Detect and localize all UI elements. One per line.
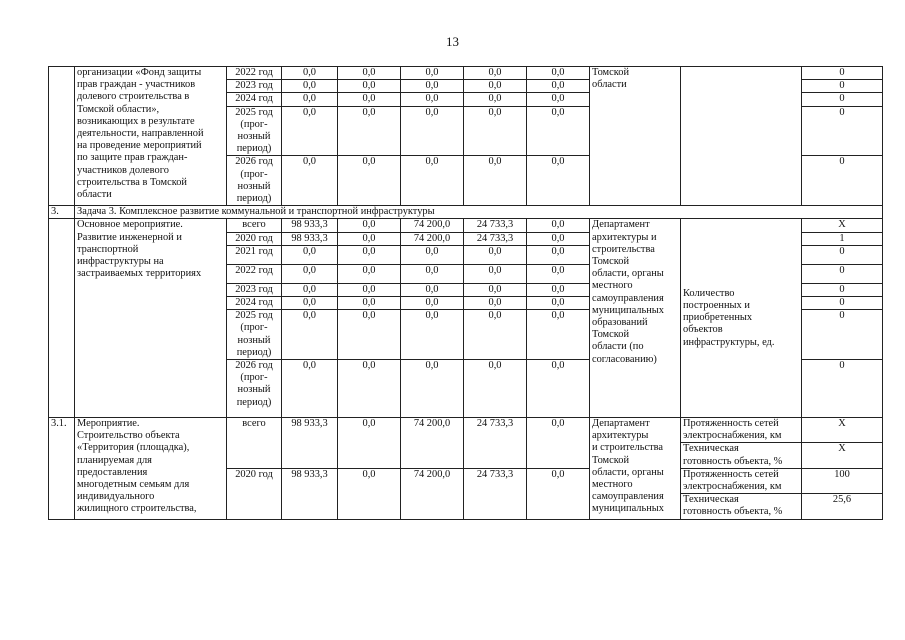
indicator-value-cell: 1 [802,232,883,245]
value-cell: 0,0 [464,245,527,264]
value-cell: 0,0 [338,297,401,310]
indicator-value-cell: Х [802,443,883,468]
value-cell: 0,0 [401,264,464,283]
value-cell: 0,0 [338,310,401,360]
value-cell: 0,0 [527,468,590,519]
text-line: строительства в Томской [77,176,187,188]
value-cell: 0,0 [338,156,401,206]
text-line: 2026 год [235,360,273,372]
task-number: 3. [49,206,75,219]
year-cell: 2023 год [227,283,282,296]
activity-name-cell [75,67,227,206]
value-cell: 24 733,3 [464,219,527,232]
value-cell: 0,0 [401,283,464,296]
row-number-cell: 3.1. [49,418,75,520]
indicator-value-cell: Х [802,219,883,232]
executor-cell [590,219,681,418]
text-line: индивидуального [77,491,155,503]
value-cell: 0,0 [338,283,401,296]
text-line: области [592,79,627,91]
text-line: Количество [683,287,735,299]
value-cell: 0,0 [338,264,401,283]
indicator-name-cell [681,468,802,493]
value-cell: 0,0 [401,360,464,418]
text-line: области, органы [592,268,664,280]
text-line: долевого строительства в [77,91,190,103]
text-line: Протяженность сетей [683,468,779,480]
year-cell [227,106,282,156]
value-cell: 0,0 [527,80,590,93]
text-line: Департамент [592,219,650,231]
value-cell: 74 200,0 [401,418,464,469]
year-cell: 2024 год [227,297,282,310]
text-line: Протяженность сетей [683,418,779,430]
text-line: Томской [592,67,630,78]
value-cell: 0,0 [282,360,338,418]
text-line: инфраструктуры на [77,256,164,268]
text-line: Мероприятие. [77,418,140,430]
text-line: (прог- [240,322,268,334]
page-number: 13 [446,34,459,49]
table-row [49,219,883,232]
value-cell: 0,0 [282,297,338,310]
text-line: жилищного строительства, [77,503,197,515]
text-line: инфраструктуры, ед. [683,336,775,348]
text-line: возникающих в результате [77,115,195,127]
table-row [49,67,883,80]
text-line: местного [592,280,633,292]
text-line: период) [236,193,272,205]
value-cell: 0,0 [282,245,338,264]
value-cell: 0,0 [527,156,590,206]
indicator-value-cell: 25,6 [802,494,883,519]
value-cell: 0,0 [401,310,464,360]
value-cell: 0,0 [464,297,527,310]
text-line: прав граждан - участников [77,79,196,91]
value-cell: 0,0 [401,156,464,206]
table-row [49,418,883,443]
text-line: период) [236,346,272,358]
value-cell: 0,0 [338,245,401,264]
value-cell: 0,0 [464,264,527,283]
text-line: Техническая [683,443,739,455]
value-cell: 24 733,3 [464,418,527,469]
executor-cell [590,418,681,520]
indicator-value-cell: 0 [802,264,883,283]
value-cell: 0,0 [282,156,338,206]
value-cell: 0,0 [464,93,527,106]
value-cell: 0,0 [338,219,401,232]
indicator-value-cell: 0 [802,67,883,80]
text-line: нозный [237,180,271,192]
text-line: области (по [592,341,644,353]
year-cell: всего [227,219,282,232]
value-cell: 0,0 [527,106,590,156]
value-cell: 0,0 [401,245,464,264]
indicator-value-cell: Х [802,418,883,443]
value-cell: 0,0 [282,264,338,283]
text-line: области [77,189,112,201]
task-header-row [49,206,883,219]
value-cell: 0,0 [527,310,590,360]
year-cell: 2020 год [227,468,282,519]
value-cell: 74 200,0 [401,219,464,232]
text-line: на проведение мероприятий [77,140,202,152]
text-line: готовность объекта, % [683,506,783,518]
value-cell: 0,0 [527,264,590,283]
activity-name-cell [75,418,227,520]
text-line: Томской [592,329,630,341]
text-line: нозный [237,131,271,143]
text-line: архитектуры [592,430,649,442]
value-cell: 0,0 [464,283,527,296]
text-line: участников долевого [77,164,169,176]
value-cell: 98 933,3 [282,219,338,232]
text-line: (прог- [240,372,268,384]
value-cell: 0,0 [527,93,590,106]
text-line: планируемая для [77,454,152,466]
text-line: 2026 год [235,156,273,168]
value-cell: 0,0 [527,283,590,296]
text-line: местного [592,479,633,491]
text-line: построенных и [683,299,750,311]
text-line: многодетным семьям для [77,479,190,491]
value-cell: 0,0 [338,80,401,93]
indicator-value-cell: 0 [802,156,883,206]
text-line: «Территория (площадка), [77,442,190,454]
text-line: приобретенных [683,312,753,324]
value-cell: 0,0 [338,67,401,80]
value-cell: 0,0 [464,106,527,156]
value-cell: 0,0 [464,360,527,418]
indicator-value-cell: 0 [802,245,883,264]
value-cell: 98 933,3 [282,232,338,245]
value-cell: 0,0 [338,106,401,156]
value-cell: 0,0 [464,67,527,80]
value-cell: 0,0 [401,67,464,80]
value-cell: 0,0 [282,80,338,93]
row-number-cell [49,67,75,206]
indicator-name-cell [681,494,802,519]
indicator-name-cell [681,418,802,443]
year-cell [227,360,282,418]
text-line: строительства [592,243,655,255]
activity-name-cell [75,219,227,418]
text-line: (прог- [240,168,268,180]
value-cell: 0,0 [464,156,527,206]
value-cell: 0,0 [282,310,338,360]
value-cell: 74 200,0 [401,232,464,245]
text-line: транспортной [77,243,139,255]
value-cell: 0,0 [282,106,338,156]
text-line: Техническая [683,494,739,506]
value-cell: 0,0 [338,418,401,469]
text-line: самоуправления [592,491,664,503]
text-line: по защите прав граждан- [77,152,188,164]
year-cell [227,310,282,360]
value-cell: 98 933,3 [282,468,338,519]
indicator-value-cell: 0 [802,80,883,93]
text-line: объектов [683,324,723,336]
value-cell: 0,0 [527,418,590,469]
indicator-value-cell: 0 [802,297,883,310]
value-cell: 0,0 [338,232,401,245]
value-cell: 0,0 [338,468,401,519]
text-line: и строительства [592,442,663,454]
text-line: период) [236,143,272,155]
executor-cell [590,67,681,206]
value-cell: 0,0 [464,80,527,93]
text-line: архитектуры и [592,231,657,243]
year-cell: 2020 год [227,232,282,245]
value-cell: 0,0 [401,93,464,106]
program-table [48,66,883,520]
text-line: Департамент [592,418,650,430]
value-cell: 0,0 [338,93,401,106]
year-cell: 2022 год [227,67,282,80]
text-line: Томской [592,256,630,268]
text-line: организации «Фонд защиты [77,67,202,78]
value-cell: 0,0 [527,297,590,310]
text-line: нозный [237,384,271,396]
indicator-value-cell: 100 [802,468,883,493]
value-cell: 74 200,0 [401,468,464,519]
text-line: муниципальных [592,304,664,316]
text-line: Строительство объекта [77,430,180,442]
text-line: электроснабжения, км [683,430,782,442]
year-cell: 2022 год [227,264,282,283]
value-cell: 0,0 [401,297,464,310]
text-line: Томской области», [77,103,160,115]
value-cell: 0,0 [464,310,527,360]
indicator-value-cell: 0 [802,106,883,156]
text-line: готовность объекта, % [683,455,783,467]
value-cell: 24 733,3 [464,468,527,519]
indicator-name-cell [681,443,802,468]
value-cell: 0,0 [527,232,590,245]
row-number-cell [49,219,75,418]
text-line: электроснабжения, км [683,481,782,493]
text-line: (прог- [240,118,268,130]
text-line: 2025 год [235,310,273,322]
value-cell: 0,0 [401,80,464,93]
text-line: период) [236,396,272,408]
text-line: области, органы [592,466,664,478]
value-cell: 0,0 [282,283,338,296]
value-cell: 0,0 [527,360,590,418]
text-line: нозный [237,334,271,346]
year-cell: 2021 год [227,245,282,264]
indicator-value-cell: 0 [802,283,883,296]
year-cell: всего [227,418,282,469]
value-cell: 0,0 [527,245,590,264]
year-cell: 2024 год [227,93,282,106]
text-line: Томской [592,454,630,466]
text-line: согласованию) [592,353,657,365]
text-line: предоставления [77,466,148,478]
indicator-value-cell: 0 [802,310,883,360]
year-cell [227,156,282,206]
value-cell: 0,0 [401,106,464,156]
text-line: муниципальных [592,503,664,515]
year-cell: 2023 год [227,80,282,93]
text-line: 2025 год [235,106,273,118]
value-cell: 0,0 [527,67,590,80]
value-cell: 24 733,3 [464,232,527,245]
value-cell: 0,0 [338,360,401,418]
value-cell: 0,0 [527,219,590,232]
text-line: деятельности, направленной [77,128,204,140]
text-line: образований [592,317,648,329]
text-line: самоуправления [592,292,664,304]
value-cell: 0,0 [282,67,338,80]
indicator-name-cell [681,67,802,206]
value-cell: 0,0 [282,93,338,106]
indicator-value-cell: 0 [802,360,883,418]
text-line: Развитие инженерной и [77,231,182,243]
value-cell: 98 933,3 [282,418,338,469]
task-title: Задача 3. Комплексное развитие коммунальной и транспортной инфраструктуры [75,206,883,219]
text-line: застраиваемых территориях [77,268,202,280]
indicator-value-cell: 0 [802,93,883,106]
text-line: Основное мероприятие. [77,219,183,231]
indicator-name-cell [681,219,802,418]
